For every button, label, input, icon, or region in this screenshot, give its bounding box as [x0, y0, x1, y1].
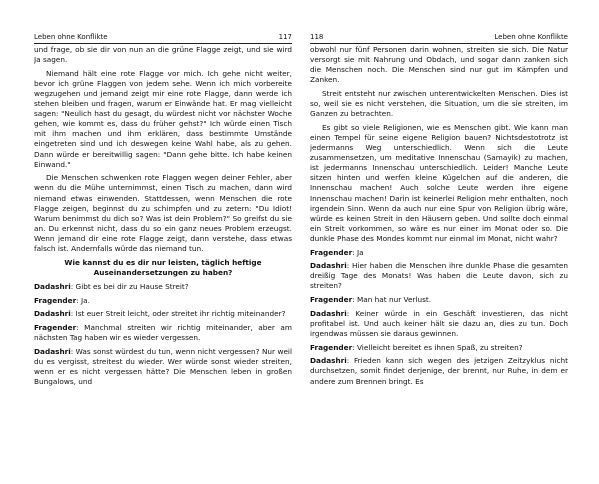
dialog-paragraph: [310, 261, 568, 291]
body-paragraph: und frage, ob sie dir von nun an die grüne Flagge zeigt, und sie wird Ja sagen.: [34, 45, 292, 65]
speaker-name: Dadashri: [310, 356, 347, 366]
page-body: [34, 45, 292, 484]
dialog-text: : Ja: [352, 247, 364, 257]
page-number: 118: [310, 33, 324, 41]
dialog-text: : Frieden kann sich wegen des jetzigen Zeitzyklus nicht durchsetzen, somit findet derjenige, der brennt, nur Ruhe, in dem er andere zum Brennen bringt. Es: [310, 356, 568, 386]
speaker-name: Dadashri: [34, 346, 71, 356]
dialog-text: : Hier haben die Menschen ihre dunkle Phase die gesamten dreißig Tage des Monats! Was haben die Leute davon, sich zu streiten?: [310, 261, 568, 291]
dialog-text: : Keiner würde in ein Geschäft investieren, das nicht profitabel ist. Und auch keiner hält sie dazu an, dies zu tun. Doch irgendwas müssen sie daraus gewinnen.: [310, 308, 568, 338]
dialog-paragraph: [34, 323, 292, 343]
dialog-paragraph: [310, 295, 568, 305]
speaker-name: Fragender: [310, 295, 353, 305]
body-paragraph: Streit entsteht nur zwischen unterentwickelten Menschen. Dies ist so, weil sie es nicht verstehen, die Situation, um die sie streiten, im Ganzen zu betrachten.: [310, 88, 568, 119]
dialog-text: : Manchmal streiten wir richtig miteinander, aber am nächsten Tag haben wir es wieder vergessen.: [34, 322, 292, 342]
running-title: Leben ohne Konflikte: [494, 33, 568, 41]
speaker-name: Dadashri: [34, 281, 71, 291]
body-paragraph: Die Menschen schwenken rote Flaggen wegen deiner Fehler, aber wenn du die Mühe unternimmst, einen Tisch zu machen, dann wird niemand etwas einwenden. Stattdessen, wenn Menschen die rote Flagge zeigen, beginnst du zu schimpfen und zu zetern: "Du Idiot! Warum benimmst du dich so? Was ist dein Problem?" So greifst du sie an. Du erkennst nicht, dass du so ein ganz neues Problem erzeugst. Wenn jemand dir eine rote Flagge zeigt, dann verstehe, dass etwas falsch ist. Andernfalls würde das niemand tun.: [34, 173, 292, 253]
running-header: [310, 33, 568, 44]
dialog-text: : Ist euer Streit leicht, oder streitet ihr richtig miteinander?: [70, 309, 286, 319]
body-paragraph: Es gibt so viele Religionen, wie es Menschen gibt. Wie kann man einen Tempel für seine eigene Religion bauen? Nichtsdestotrotz ist jedermanns Weg unterschiedlich. Wenn sich die Leute zusammensetzen, um meditative Innenschau (Samayik) zu machen, ist jedermanns Innenschau unterschiedlich. Leider! Manche Leute sitzen hinten und werfen kleine Kügelchen auf die anderen, die Innenschau machen! Auch solche Leute werden ihre eigene Innenschau machen! Darin ist keinerlei Religion mehr enthalten, noch irgendein Sinn. Wenn da auch nur eine Spur von Religion übrig wäre, würde es keinen Streit in den Häusern geben. Und sollte doch einmal ein Streit vorkommen, so wäre es nur einer im Monat oder so. Die dunkle Phase des Mondes kommt nur einmal im Monat, nicht wahr?: [310, 122, 568, 243]
dialog-paragraph: [34, 309, 292, 319]
dialog-paragraph: [310, 356, 568, 386]
dialog-paragraph: [310, 309, 568, 339]
left-page: [34, 0, 292, 484]
dialog-paragraph: [34, 347, 292, 387]
running-title: Leben ohne Konflikte: [34, 33, 108, 41]
dialog-paragraph: [34, 296, 292, 306]
dialog-paragraph: [310, 343, 568, 353]
speaker-name: Fragender: [34, 295, 77, 305]
dialog-text: : Vielleicht bereitet es ihnen Spaß, zu streiten?: [352, 342, 523, 352]
dialog-paragraph: [310, 248, 568, 258]
dialog-text: : Ja.: [76, 295, 90, 305]
speaker-name: Dadashri: [310, 308, 347, 318]
body-paragraph: Niemand hält eine rote Flagge vor mich. Ich gehe nicht weiter, bevor ich grüne Flaggen von jedem sehe. Wenn ich mich vorbereite wegzugehen und jemand zeigt mir eine rote Flagge, dann werde ich stehen bleiben und fragen, warum er Einwände hat. Er mag vielleicht sagen: "Neulich hast du gesagt, du würdest nicht vor nächster Woche gehen, wie kommt es, dass du früher gehst?" Ich würde einen Tisch mit ihm machen und ihm erklären, dass bestimmte Umstände eingetreten sind und ich deswegen keine Wahl habe, als zu gehen. Dann würde er bereitwillig sagen: "Dann gehe bitte. Ich habe keinen Einwand.": [34, 68, 292, 169]
question-heading: Wie kannst du es dir nur leisten, täglich heftige Auseinandersetzungen zu haben?: [64, 257, 262, 277]
speaker-name: Fragender: [310, 247, 353, 257]
dialog-paragraph: [34, 282, 292, 292]
running-header: [34, 33, 292, 44]
speaker-name: Dadashri: [34, 309, 71, 319]
speaker-name: Fragender: [310, 342, 353, 352]
dialog-text: : Was sonst würdest du tun, wenn nicht vergessen? Nur weil du es vergisst, streitest du wieder. Wer würde sonst wieder streiten, wenn er es nicht vergessen hätte? Die Menschen leben in großen Bungalows, und: [34, 346, 292, 386]
right-page: [310, 0, 568, 484]
page-body: [310, 45, 568, 484]
page-number: 117: [278, 33, 292, 41]
dialog-text: : Man hat nur Verlust.: [352, 295, 432, 305]
dialog-text: : Gibt es bei dir zu Hause Streit?: [70, 281, 189, 291]
body-paragraph: obwohl nur fünf Personen darin wohnen, streiten sie sich. Die Natur versorgt sie mit Nahrung und Obdach, und sogar dann zanken sich die Menschen noch. Die Menschen sind nur gut im Kämpfen und Zanken.: [310, 45, 568, 85]
speaker-name: Dadashri: [310, 261, 347, 271]
speaker-name: Fragender: [34, 322, 77, 332]
